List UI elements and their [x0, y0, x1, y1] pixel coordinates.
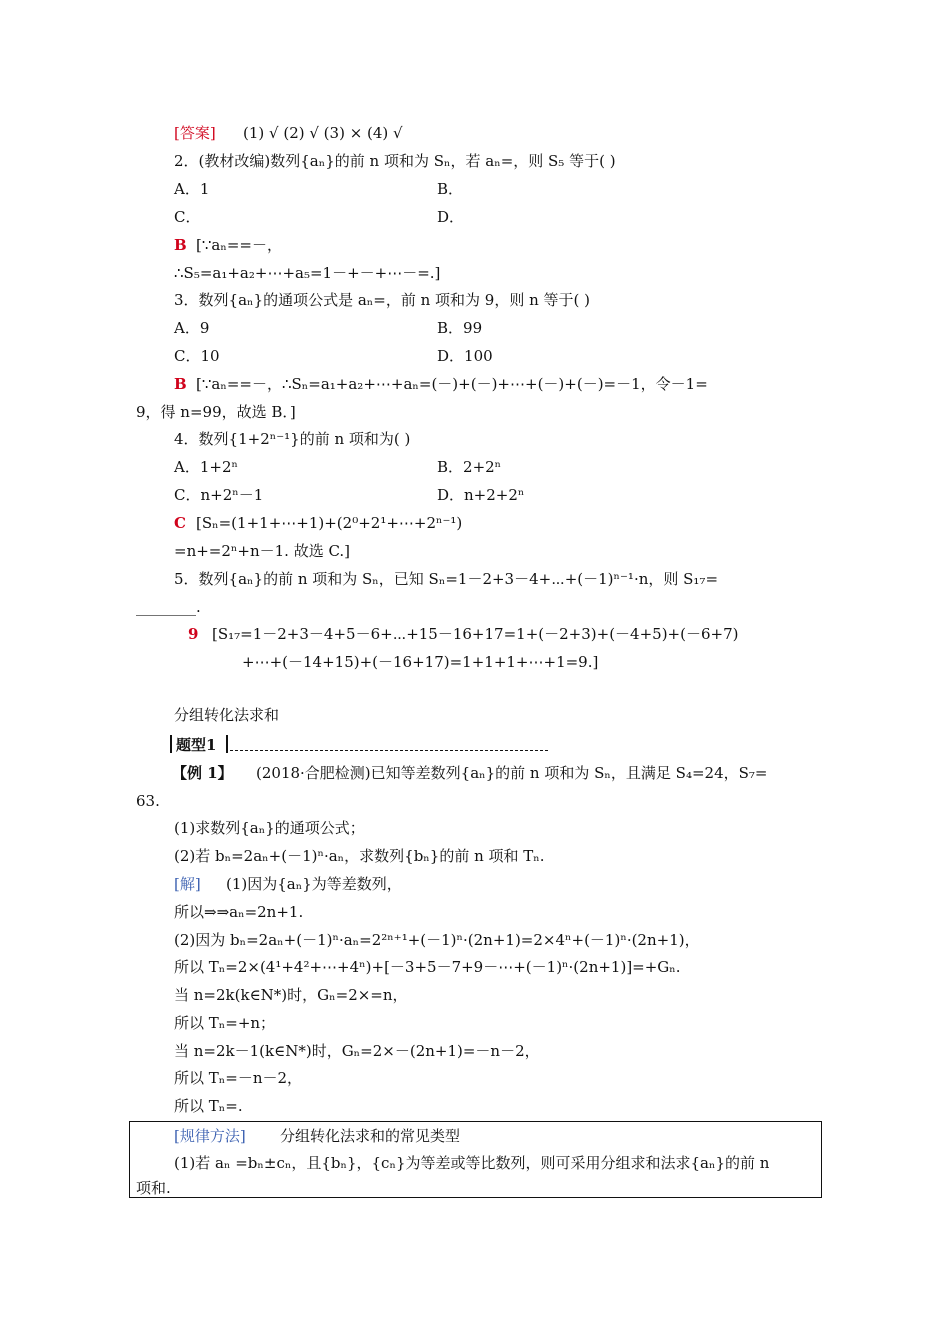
method-title: 分组转化法求和的常见类型: [280, 1127, 461, 1145]
q2-option-b: B．: [437, 180, 464, 198]
solution-line-1: (1)因为{aₙ}为等差数列，: [226, 875, 402, 893]
type-tag-left-bar: [170, 735, 172, 753]
solution-line-9: 所以 Tₙ=.: [174, 1097, 243, 1115]
q5-blank: ________.: [136, 598, 201, 616]
q3-option-c: C．10: [174, 347, 220, 365]
q4-option-d: D．n+2+2ⁿ: [437, 486, 525, 504]
q4-option-b: B．2+2ⁿ: [437, 458, 502, 476]
type-tag-right-bar: [226, 735, 228, 753]
solution-line-6: 所以 Tₙ=+n；: [174, 1014, 276, 1032]
q4-option-c: C．n+2ⁿ－1: [174, 486, 264, 504]
q4-option-a: A．1+2ⁿ: [174, 458, 238, 476]
solution-line-3: (2)因为 bₙ=2aₙ+(－1)ⁿ·aₙ=2²ⁿ⁺¹+(－1)ⁿ·(2n+1)=2×4ⁿ+(－1)ⁿ·(2n+1)，: [174, 931, 700, 949]
section-title: 分组转化法求和: [174, 706, 280, 724]
solution-line-5: 当 n=2k(k∈N*)时，Gₙ=2×=n，: [174, 986, 408, 1004]
q4-answer-line-1: [Sₙ=(1+1+⋯+1)+(2⁰+2¹+⋯+2ⁿ⁻¹): [196, 514, 463, 532]
example-line-1: (2018·合肥检测)已知等差数列{aₙ}的前 n 项和为 Sₙ，且满足 S₄=24，S₇=: [256, 764, 768, 782]
type-tag-dashed-rule: [230, 750, 548, 751]
solution-line-2: 所以⇒⇒aₙ=2n+1.: [174, 903, 304, 921]
q2-answer-line-1: [∵aₙ==－，: [196, 236, 282, 254]
solution-line-4: 所以 Tₙ=2×(4¹+4²+⋯+4ⁿ)+[－3+5－7+9－⋯+(－1)ⁿ·(2n+1)]=+Gₙ.: [174, 958, 681, 976]
q5-answer-line-2: +⋯+(－14+15)+(－16+17)=1+1+1+⋯+1=9.]: [242, 653, 599, 671]
type-tag: 题型1: [176, 736, 217, 754]
q2-option-a: A．1: [174, 180, 210, 198]
solution-tag: [解]: [174, 875, 201, 893]
q4-answer-letter: C: [174, 514, 186, 532]
solution-line-7: 当 n=2k－1(k∈N*)时，Gₙ=2×－(2n+1)=－n－2，: [174, 1042, 540, 1060]
q3-option-b: B．99: [437, 319, 483, 337]
q2-answer-line-2: ∴S₅=a₁+a₂+⋯+a₅=1－+－+⋯－=.]: [174, 264, 441, 282]
example-line-2: 63.: [136, 792, 160, 810]
method-line-2: 项和.: [136, 1179, 171, 1197]
example-question-2: (2)若 bₙ=2aₙ+(－1)ⁿ·aₙ，求数列{bₙ}的前 n 项和 Tₙ.: [174, 847, 545, 865]
q2-answer-letter: B: [174, 236, 187, 254]
example-tag: 【例 1】: [172, 764, 233, 782]
q2-option-d: D．: [437, 208, 465, 226]
q5-answer-value: 9: [188, 625, 199, 643]
q3-option-a: A．9: [174, 319, 210, 337]
question-3: 3．数列{aₙ}的通项公式是 aₙ=，前 n 项和为 9，则 n 等于( ): [174, 291, 591, 309]
q3-option-d: D．100: [437, 347, 493, 365]
q3-answer-line-1: [∵aₙ==－，∴Sₙ=a₁+a₂+⋯+aₙ=(－)+(－)+⋯+(－)+(－)=－1，令－1=: [196, 375, 708, 393]
q2-option-c: C．: [174, 208, 201, 226]
q3-answer-line-2: 9，得 n=99，故选 B．]: [136, 403, 296, 421]
question-5: 5．数列{aₙ}的前 n 项和为 Sₙ，已知 Sₙ=1－2+3－4+⋯+(－1)ⁿ⁻¹·n，则 S₁₇=: [174, 570, 719, 588]
q5-answer-line-1: [S₁₇=1－2+3－4+5－6+⋯+15－16+17=1+(－2+3)+(－4+5)+(－6+7): [212, 625, 739, 643]
answer-body: (1) √ (2) √ (3) × (4) √: [243, 124, 403, 142]
question-2: 2．(教材改编)数列{aₙ}的前 n 项和为 Sₙ，若 aₙ=，则 S₅ 等于( ): [174, 152, 616, 170]
solution-line-8: 所以 Tₙ=－n－2，: [174, 1069, 303, 1087]
example-question-1: (1)求数列{aₙ}的通项公式；: [174, 819, 365, 837]
method-tag: [规律方法]: [174, 1127, 246, 1145]
q4-answer-line-2: =n+=2ⁿ+n－1. 故选 C.]: [174, 542, 351, 560]
answer-tag: [答案]: [174, 124, 216, 142]
question-4: 4．数列{1+2ⁿ⁻¹}的前 n 项和为( ): [174, 430, 411, 448]
q3-answer-letter: B: [174, 375, 187, 393]
method-line-1: (1)若 aₙ =bₙ±cₙ，且{bₙ}，{cₙ}为等差或等比数列，则可采用分组求和法求{aₙ}的前 n: [174, 1154, 770, 1172]
